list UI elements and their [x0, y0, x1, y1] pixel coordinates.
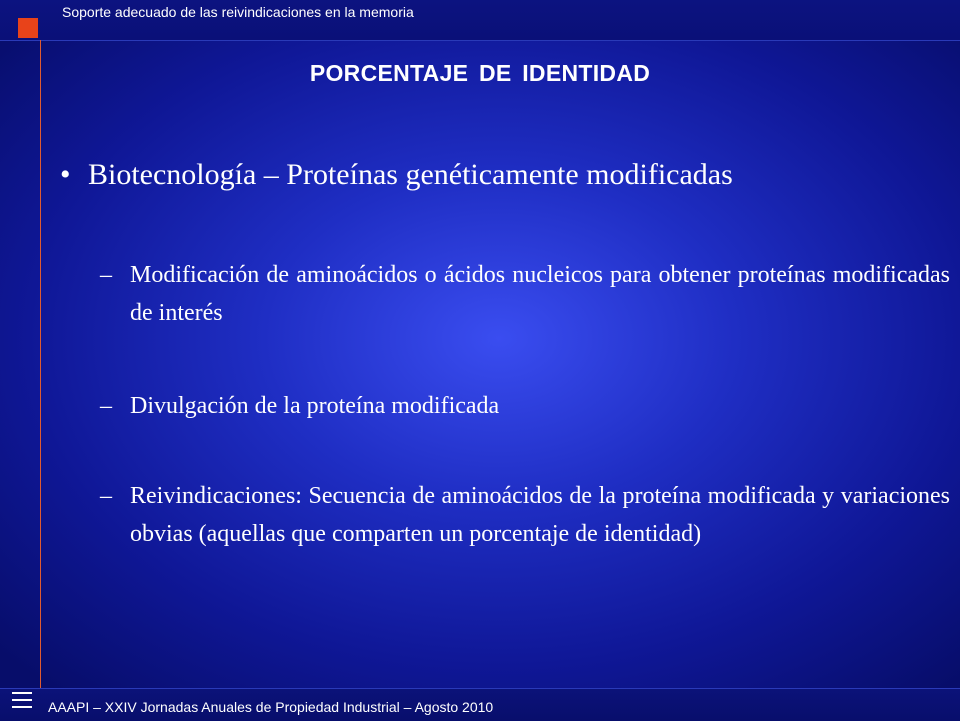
sub-item [100, 256, 950, 332]
menu-lines-icon[interactable] [12, 692, 32, 708]
slide-title: PORCENTAJE DE IDENTIDAD [309, 60, 651, 86]
orange-square-icon [18, 18, 38, 38]
bullet-symbol: • [60, 158, 71, 191]
left-divider-line [40, 40, 41, 688]
header-subtitle: Soporte adecuado de las reivindicaciones en la memoria [62, 4, 414, 20]
sub-item [100, 387, 950, 425]
sub-item-text: Modificación de aminoácidos o ácidos nucleicos para obtener proteínas modificadas de interés [130, 262, 950, 326]
dash-symbol: – [100, 393, 112, 419]
footer-text: AAAPI – XXIV Jornadas Anuales de Propiedad Industrial – Agosto 2010 [48, 699, 494, 715]
dash-symbol: – [100, 262, 112, 288]
main-bullet [60, 158, 940, 192]
sub-item [100, 477, 950, 553]
main-bullet-text: Biotecnología – Proteínas genéticamente modificadas [88, 158, 733, 191]
dash-symbol: – [100, 483, 112, 509]
sub-item-text: Divulgación de la proteína modificada [130, 393, 500, 419]
sub-item-text: Reivindicaciones: Secuencia de aminoácidos de la proteína modificada y variaciones obvias (aquellas que comparten un porcentaje de identidad) [130, 483, 950, 547]
